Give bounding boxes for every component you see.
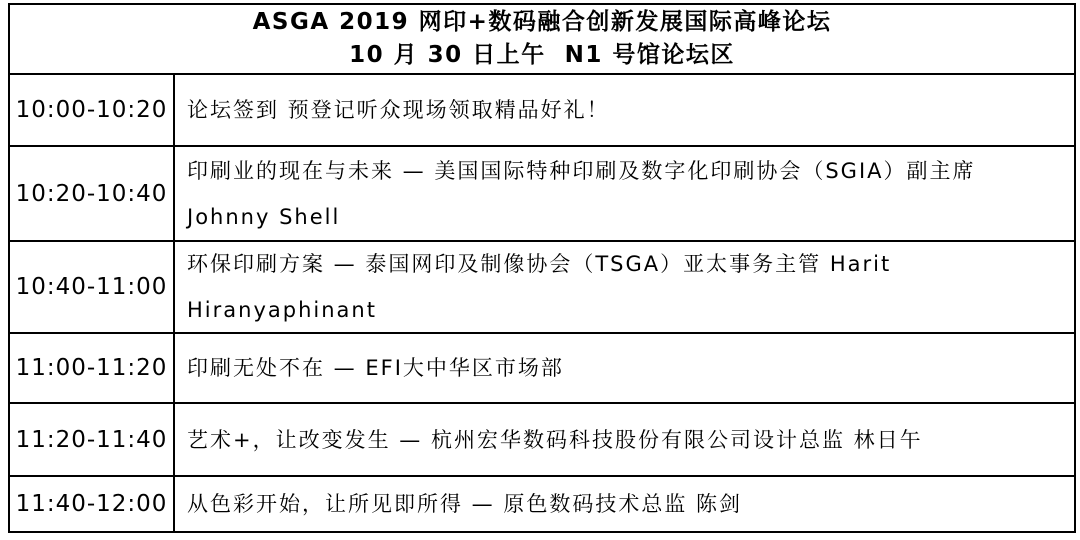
table-header xyxy=(10,5,1074,75)
schedule-row xyxy=(10,145,1074,240)
time-cell: 11:20-11:40 xyxy=(10,404,175,475)
schedule-row xyxy=(10,475,1074,531)
session-cell xyxy=(175,75,1074,145)
session-text-line: Johnny Shell xyxy=(187,204,341,229)
forum-title: ASGA 2019 网印+数码融合创新发展国际高峰论坛 xyxy=(252,9,832,35)
session-cell xyxy=(175,242,1074,332)
time-cell: 11:40-12:00 xyxy=(10,477,175,531)
session-text-line: 环保印刷方案 — 泰国网印及制像协会（TSGA）亚太事务主管 Harit xyxy=(187,252,892,276)
session-text-line: Hiranyaphinant xyxy=(187,298,377,322)
time-cell: 10:40-11:00 xyxy=(10,242,175,332)
agenda-table xyxy=(8,3,1076,533)
schedule-row xyxy=(10,75,1074,145)
session-cell xyxy=(175,477,1074,531)
session-text-line: 印刷无处不在 — EFI大中华区市场部 xyxy=(187,356,564,380)
time-cell: 11:00-11:20 xyxy=(10,334,175,402)
forum-session-subtitle: 10 月 30 日上午 N1 号馆论坛区 xyxy=(349,42,735,68)
session-text-line: 印刷业的现在与未来 — 美国国际特种印刷及数字化印刷协会（SGIA）副主席 xyxy=(187,158,976,183)
schedule-rows xyxy=(10,75,1074,531)
session-cell xyxy=(175,147,1074,240)
schedule-row xyxy=(10,402,1074,475)
schedule-row xyxy=(10,332,1074,402)
time-cell: 10:00-10:20 xyxy=(10,75,175,145)
session-text-line: 从色彩开始，让所见即所得 — 原色数码技术总监 陈剑 xyxy=(187,492,743,516)
session-cell xyxy=(175,334,1074,402)
time-cell: 10:20-10:40 xyxy=(10,147,175,240)
session-text-line: 艺术+，让改变发生 — 杭州宏华数码科技股份有限公司设计总监 林日午 xyxy=(187,427,923,452)
schedule-row xyxy=(10,240,1074,332)
session-text-line: 论坛签到 预登记听众现场领取精品好礼！ xyxy=(187,98,610,122)
session-cell xyxy=(175,404,1074,475)
